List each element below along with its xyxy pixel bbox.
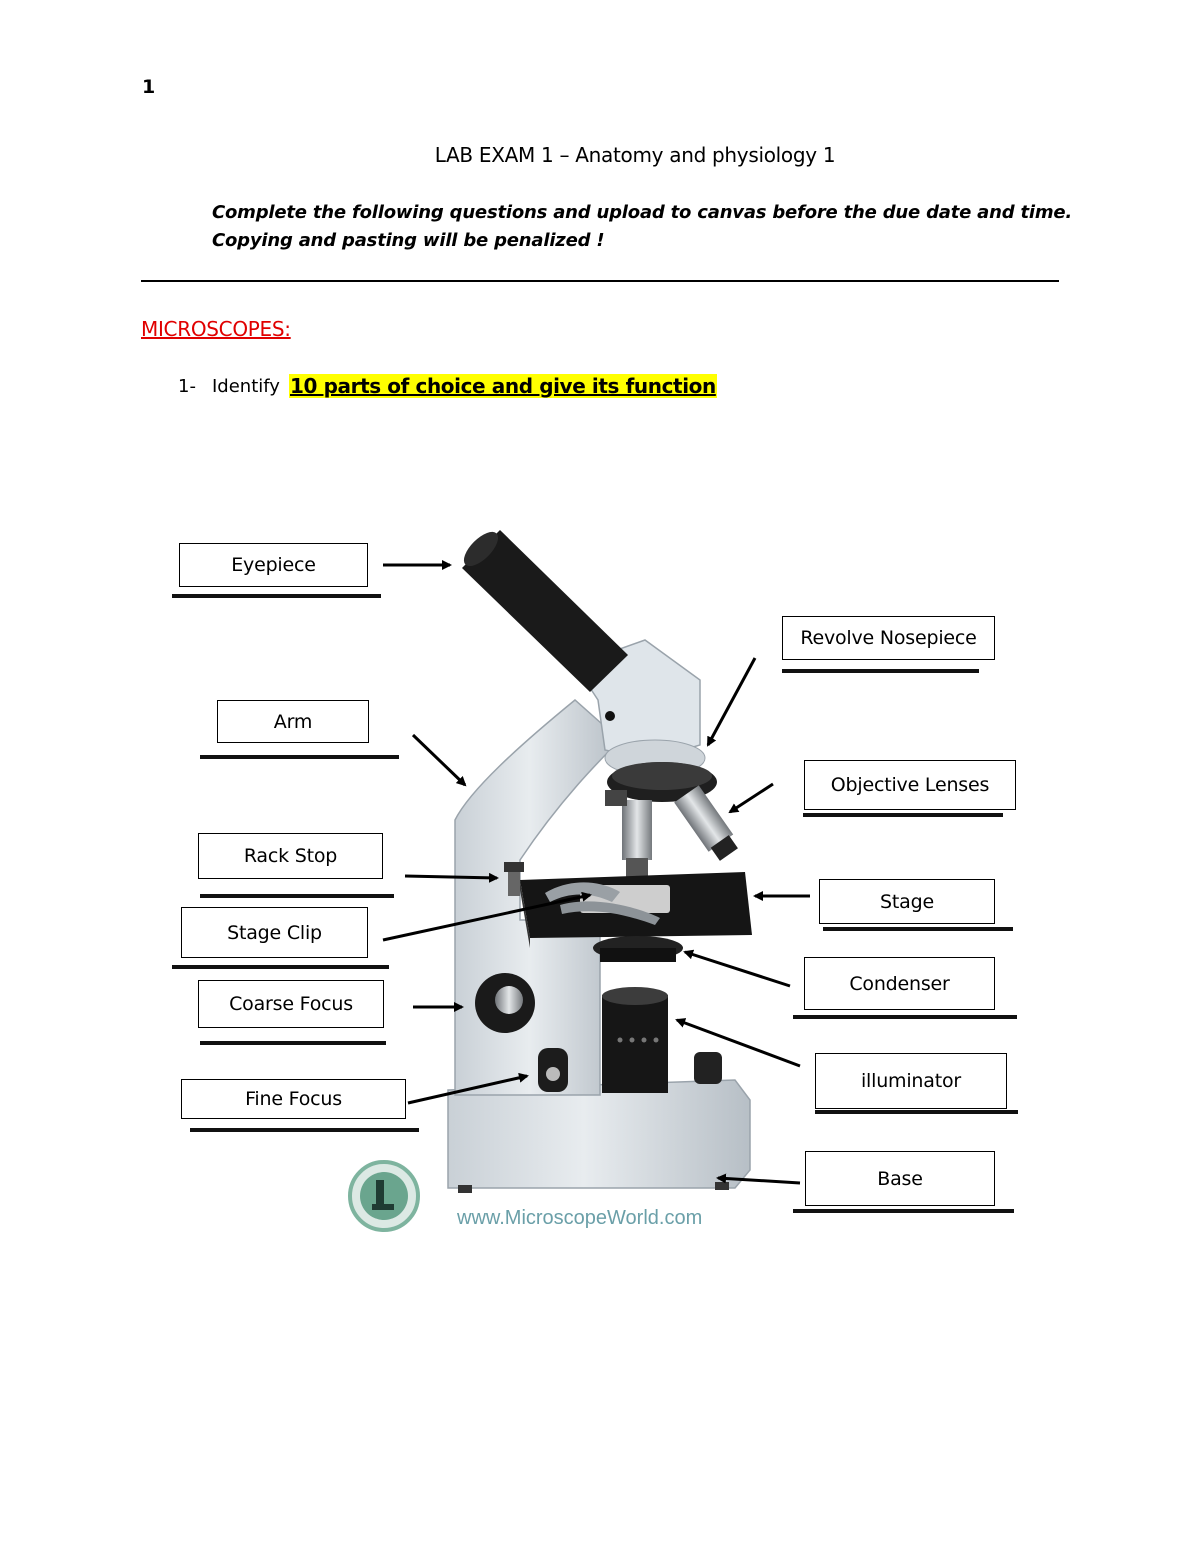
answer-line-revolve-nosepiece — [782, 669, 979, 673]
objective-arrow — [730, 784, 773, 812]
label-revolve-nosepiece: Revolve Nosepiece — [782, 616, 995, 660]
fine-focus-knob — [538, 1048, 568, 1092]
answer-line-eyepiece — [172, 594, 381, 598]
label-stage: Stage — [819, 879, 995, 924]
nosepiece-arrow — [708, 658, 755, 745]
label-illuminator: illuminator — [815, 1053, 1007, 1109]
answer-line-arm — [200, 755, 399, 759]
answer-line-condenser — [793, 1015, 1017, 1019]
watermark-text: www.MicroscopeWorld.com — [457, 1207, 703, 1229]
answer-line-fine-focus — [190, 1128, 419, 1132]
arm-arrow — [413, 735, 465, 785]
answer-line-stage-clip — [172, 965, 389, 969]
label-base: Base — [805, 1151, 995, 1206]
condenser-arrow — [685, 952, 790, 986]
condenser — [593, 936, 683, 962]
label-condenser: Condenser — [804, 957, 995, 1010]
instruction-line-1: Complete the following questions and upload to canvas before the due date and time. — [212, 202, 1073, 223]
answer-line-objective-lenses — [803, 813, 1003, 817]
question-lead: Identify — [212, 376, 280, 397]
label-eyepiece: Eyepiece — [179, 543, 368, 587]
illuminator — [602, 987, 722, 1093]
instruction-line-2: Copying and pasting will be penalized ! — [212, 230, 605, 251]
label-arm: Arm — [217, 700, 369, 743]
question-highlight: 10 parts of choice and give its function — [290, 374, 716, 398]
label-fine-focus: Fine Focus — [181, 1079, 406, 1119]
answer-line-stage — [823, 927, 1013, 931]
label-rack-stop: Rack Stop — [198, 833, 383, 879]
page-number: 1 — [142, 76, 156, 98]
microscope-base — [448, 1080, 750, 1193]
answer-line-base — [793, 1209, 1014, 1213]
eyepiece-tube — [458, 526, 628, 692]
label-stage-clip: Stage Clip — [181, 907, 368, 958]
answer-line-rack-stop — [200, 894, 394, 898]
microscopeworld-logo-icon — [350, 1162, 418, 1230]
rack-stop-arrow — [405, 876, 497, 878]
answer-line-coarse-focus — [200, 1041, 386, 1045]
question-number: 1- — [178, 376, 196, 397]
label-objective-lenses: Objective Lenses — [804, 760, 1016, 810]
section-heading: MICROSCOPES: — [141, 317, 291, 341]
label-coarse-focus: Coarse Focus — [198, 980, 384, 1028]
page-title: LAB EXAM 1 – Anatomy and physiology 1 — [434, 143, 836, 167]
answer-line-illuminator — [815, 1110, 1018, 1114]
coarse-focus-knob — [475, 973, 535, 1033]
